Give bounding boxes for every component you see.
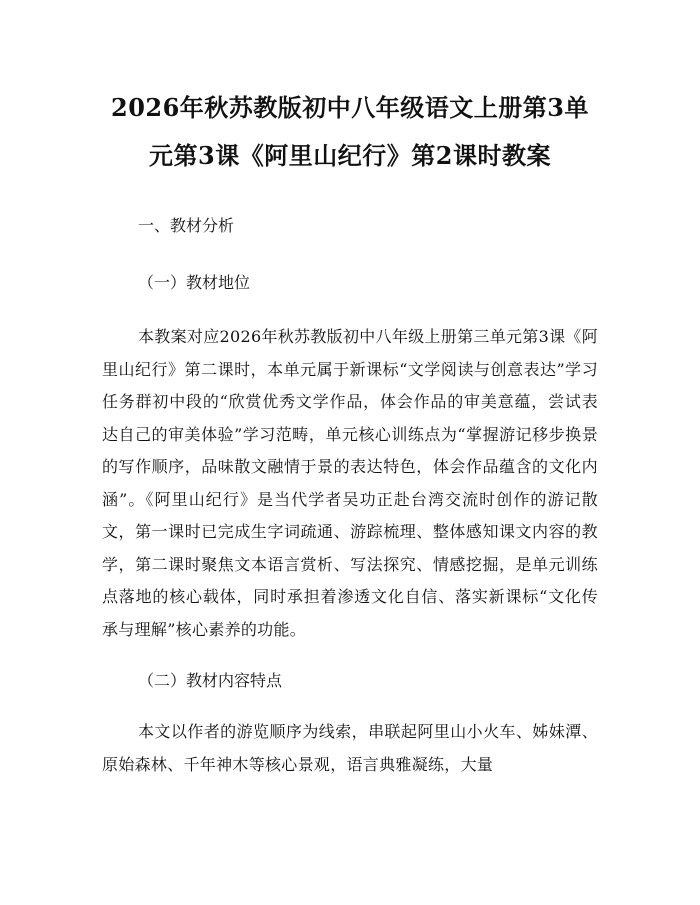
section-heading-textbook-analysis: 一、教材分析 [138,216,235,235]
paragraph-textbook-position: 本教案对应2026年秋苏教版初中八年级上册第三单元第3课《阿里山纪行》第二课时，本单元属于新课标“文学阅读与创意表达”学习任务群初中段的“欣赏优秀文学作品，体会作品的审美意蕴，尝试表达自己的审美体验”学习范畴，单元核心训练点为“掌握游记移步换景的写作顺序，品味散文融情于景的表达特色，体会作品蕴含的文化内涵”。《阿里山纪行》是当代学者吴功正赴台湾交流时创作的游记散文，第一课时已完成生字词疏通、游踪梳理、整体感知课文内容的教学，第二课时聚焦文本语言赏析、写法探究、情感挖掘，是单元训练点落地的核心载体，同时承担着渗透文化自信、落实新课标“文化传承与理解”核心素养的功能。 [102,327,598,639]
subsection-heading-textbook-position: （一）教材地位 [138,273,251,292]
paragraph-content-features: 本文以作者的游览顺序为线索，串联起阿里山小火车、姊妹潭、原始森林、千年神木等核心景观，语言典雅凝练，大量 [102,722,598,774]
subsection-heading-content-features: （二）教材内容特点 [138,671,283,690]
document-title: 2026年秋苏教版初中八年级语文上册第3单元第3课《阿里山纪行》第2课时教案 [111,93,589,170]
